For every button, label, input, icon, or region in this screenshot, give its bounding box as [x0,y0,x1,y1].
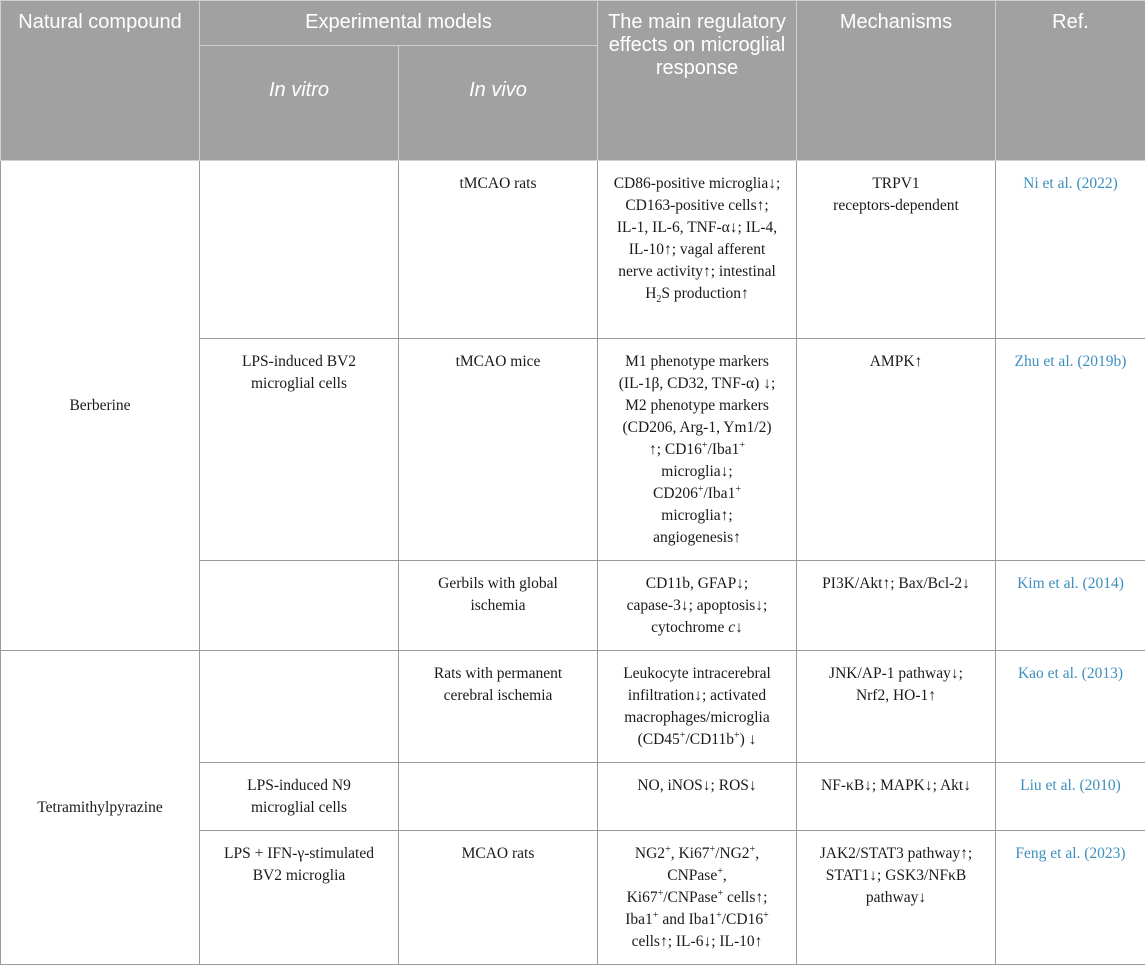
header-main-effects: The main regulatory effects on microglial response [598,1,797,161]
header-ref: Ref. [996,1,1145,161]
header-mechanisms: Mechanisms [797,1,996,161]
effects-cell: M1 phenotype markers (IL-1β, CD32, TNF-α) ↓; M2 phenotype markers (CD206, Arg-1, Ym1/2) ↑; CD16+/Iba1+ microglia↓; CD206+/Iba1+ microglia↑; angiogenesis↑ [598,339,797,561]
mechanisms-cell: TRPV1 receptors-dependent [797,161,996,339]
in-vivo-cell: tMCAO rats [399,161,598,339]
in-vitro-cell [200,161,399,339]
compound-cell: Berberine [1,161,200,651]
in-vivo-cell: Gerbils with global ischemia [399,561,598,651]
in-vivo-cell [399,763,598,831]
in-vitro-cell [200,561,399,651]
ref-link[interactable]: Kao et al. (2013) [996,651,1145,763]
ref-link[interactable]: Ni et al. (2022) [996,161,1145,339]
table-body [1,161,1145,965]
effects-cell: NO, iNOS↓; ROS↓ [598,763,797,831]
in-vitro-cell: LPS + IFN-γ-stimulated BV2 microglia [200,831,399,965]
effects-cell: CD11b, GFAP↓; capase-3↓; apoptosis↓; cytochrome c↓ [598,561,797,651]
in-vitro-cell [200,651,399,763]
effects-cell: Leukocyte intracerebral infiltration↓; activated macrophages/microglia (CD45+/CD11b+) ↓ [598,651,797,763]
mechanisms-cell: JAK2/STAT3 pathway↑; STAT1↓; GSK3/NFκB pathway↓ [797,831,996,965]
header-experimental-models: Experimental models [200,1,598,46]
in-vitro-cell: LPS-induced N9 microglial cells [200,763,399,831]
table-row [1,161,1145,339]
ref-link[interactable]: Zhu et al. (2019b) [996,339,1145,561]
mechanisms-cell: NF-κB↓; MAPK↓; Akt↓ [797,763,996,831]
in-vitro-cell: LPS-induced BV2 microglial cells [200,339,399,561]
ref-link[interactable]: Feng et al. (2023) [996,831,1145,965]
header-natural-compound: Natural compound [1,1,200,161]
mechanisms-cell: AMPK↑ [797,339,996,561]
compound-cell: Tetramithylpyrazine [1,651,200,965]
mechanisms-cell: JNK/AP-1 pathway↓; Nrf2, HO-1↑ [797,651,996,763]
table-header [1,1,1145,161]
header-in-vitro: In vitro [200,46,399,161]
ref-link[interactable]: Liu et al. (2010) [996,763,1145,831]
table-row [1,651,1145,763]
ref-link[interactable]: Kim et al. (2014) [996,561,1145,651]
in-vivo-cell: MCAO rats [399,831,598,965]
effects-cell: CD86-positive microglia↓; CD163-positive cells↑; IL-1, IL-6, TNF-α↓; IL-4, IL-10↑; vagal afferent nerve activity↑; intestinal $H_2S$ production↑ [598,161,797,339]
effects-cell: NG2+, Ki67+/NG2+, CNPase+, Ki67+/CNPase+ cells↑; Iba1+ and Iba1+/CD16+ cells↑; IL-6↓; IL-10↑ [598,831,797,965]
mechanisms-cell: PI3K/Akt↑; Bax/Bcl-2↓ [797,561,996,651]
header-in-vivo: In vivo [399,46,598,161]
in-vivo-cell: tMCAO mice [399,339,598,561]
in-vivo-cell: Rats with permanent cerebral ischemia [399,651,598,763]
